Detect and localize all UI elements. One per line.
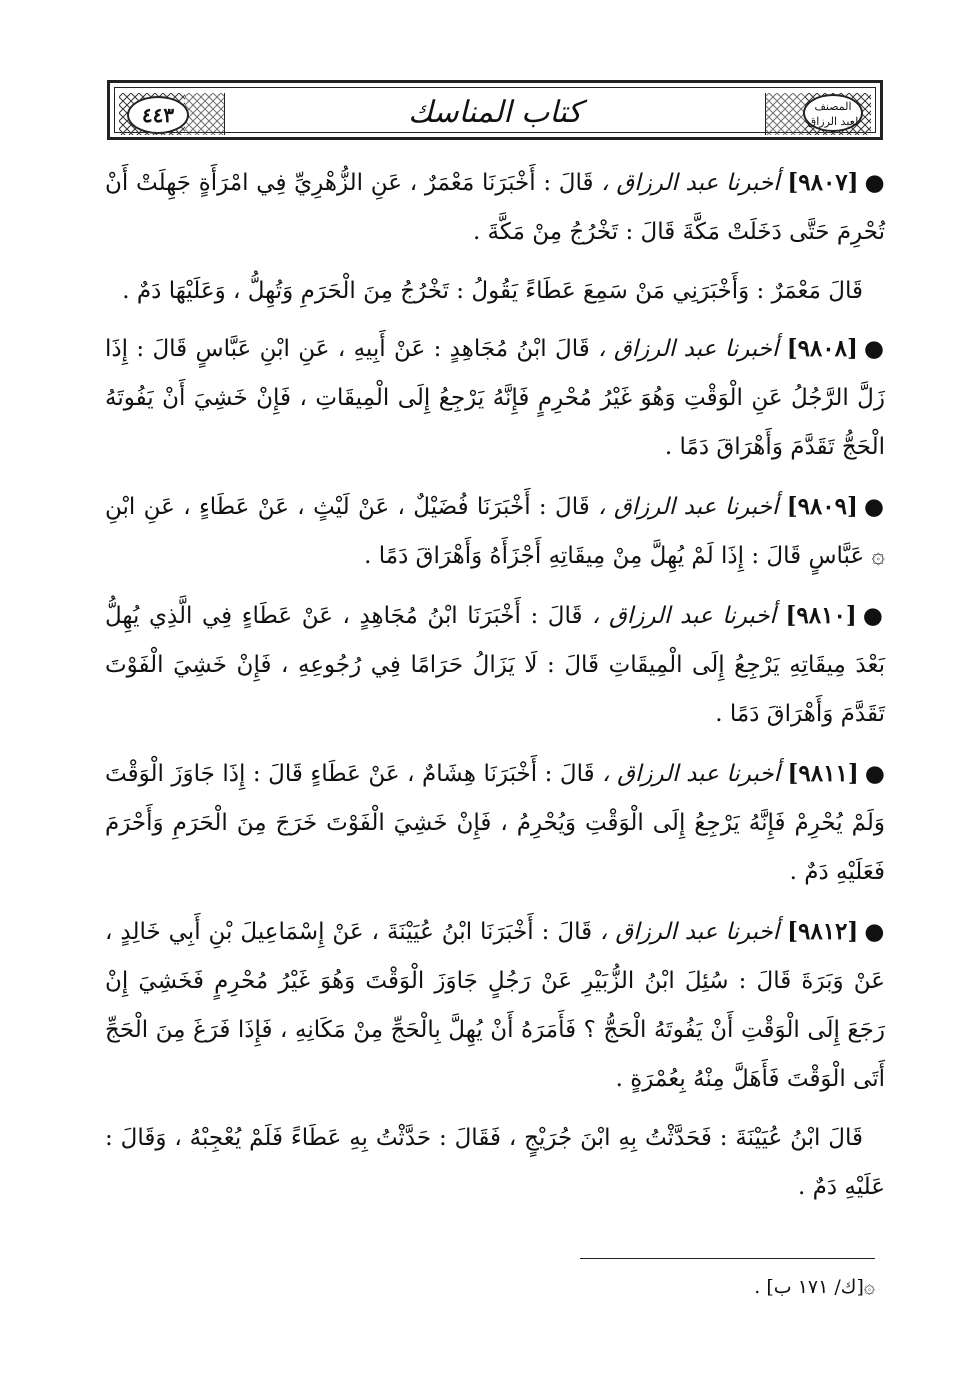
footnote-divider <box>580 1258 875 1259</box>
hadith-entry <box>105 482 885 581</box>
book-emblem: المصنف لعبد الرزاق <box>803 94 863 132</box>
hadith-entry <box>105 907 885 1104</box>
commentary-note: قَالَ مَعْمَرٌ : وَأَخْبَرَنِي مَنْ سَمِعَ عَطَاءً يَقُولُ : تَخْرُجُ مِنَ الْحَرَمِ وَتُهِلُّ ، وَعَلَيْهَا دَمٌ . <box>122 278 863 304</box>
chapter-title: كتاب المناسك <box>408 95 582 130</box>
hadith-number: [٩٨٠٧] <box>787 169 859 196</box>
hadith-entry <box>105 591 885 739</box>
hadith-chain: أخبرنا عبد الرزاق ، <box>602 761 780 787</box>
hadith-text: قَالَ : أَخْبَرَنَا مَعْمَرٌ ، عَنِ الزُّهْرِيِّ فِي امْرَأَةٍ جَهِلَتْ أَنْ تُحْرِمَ حَتَّى دَخَلَتْ مَكَّةَ قَالَ : تَخْرُجُ مِنْ مَكَّةَ . <box>105 170 885 245</box>
hadith-text: قَالَ ابْنُ مُجَاهِدٍ : عَنْ أَبِيهِ ، عَنِ ابْنِ عَبَّاسٍ قَالَ : إِذَا زَلَّ الرَّجُلُ عَنِ الْوَقْتِ وَهُوَ غَيْرُ مُحْرِمٍ فَإِنَّهُ يَرْجِعُ إِلَى الْمِيقَاتِ ، فَإِنْ خَشِيَ أَنْ يَفُوتَهُ الْحَجُّ تَقَدَّمَ وَأَهْرَاقَ دَمًا . <box>105 336 885 460</box>
bullet-icon: ● <box>862 602 886 629</box>
hadith-text: قَالَ : أَخْبَرَنَا هِشَامٌ ، عَنْ عَطَاءٍ قَالَ : إِذَا جَاوَزَ الْوَقْتَ وَلَمْ يُحْرِمْ فَإِنَّهُ يَرْجِعُ إِلَى الْوَقْتِ وَيُحْرِمُ ، فَإِنْ خَشِيَ الْفَوْتَ خَرَجَ مِنَ الْحَرَمِ وَأَحْرَمَ فَعَلَيْهِ دَمٌ . <box>105 761 885 885</box>
hadith-text: قَالَ : أَخْبَرَنَا فُضَيْلٌ ، عَنْ لَيْثٍ ، عَنْ عَطَاءٍ ، عَنِ ابْنِ ۞ عَبَّاسٍ قَالَ : إِذَا لَمْ يُهِلَّ مِنْ مِيقَاتِهِ أَجْزَأَهُ وَأَهْرَاقَ دَمًا . <box>105 494 885 569</box>
hadith-text: قَالَ : أَخْبَرَنَا ابْنُ عُيَيْنَةَ ، عَنْ إِسْمَاعِيلَ بْنِ أَبِي خَالِدٍ ، عَنْ وَبَرَةَ قَالَ : سُئِلَ ابْنُ الزُّبَيْرِ عَنْ رَجُلٍ جَاوَزَ الْوَقْتَ وَهُوَ غَيْرُ مُحْرِمٍ فَخَشِيَ إِنْ رَجَعَ إِلَى الْوَقْتِ أَنْ يَفُوتَهُ الْحَجُّ ؟ فَأَمَرَهُ أَنْ يُهِلَّ بِالْحَجِّ مِنْ مَكَانِهِ ، فَإِذَا فَرَغَ مِنَ الْحَجِّ أَتَى الْوَقْتَ فَأَهَلَّ مِنْهُ بِعُمْرَةٍ . <box>105 919 885 1092</box>
hadith-chain: أخبرنا عبد الرزاق ، <box>598 336 779 362</box>
page-header <box>107 80 883 140</box>
main-text <box>105 158 885 1220</box>
page-number: ٤٤٣ <box>127 96 189 134</box>
ornament-inner-right-icon <box>765 93 805 135</box>
hadith-chain: أخبرنا عبد الرزاق ، <box>592 603 776 629</box>
hadith-entry <box>105 749 885 897</box>
hadith-number: [٩٨٠٩] <box>786 493 858 520</box>
hadith-chain: أخبرنا عبد الرزاق ، <box>598 494 779 520</box>
hadith-number: [٩٨١١] <box>787 760 859 787</box>
hadith-chain: أخبرنا عبد الرزاق ، <box>600 919 780 945</box>
ornament-inner-left-icon <box>185 93 225 135</box>
bullet-icon: ● <box>864 918 886 945</box>
bullet-icon: ● <box>864 169 886 196</box>
footnote: ۞[ك/ ١٧١ ب] . <box>754 1276 875 1298</box>
bullet-icon: ● <box>863 335 885 362</box>
hadith-number: [٩٨١٢] <box>787 918 859 945</box>
hadith-text: قَالَ : أَخْبَرَنَا ابْنُ مُجَاهِدٍ ، عَنْ عَطَاءٍ فِي الَّذِي يُهِلُّ بَعْدَ مِيقَاتِهِ يَرْجِعُ إِلَى الْمِيقَاتِ قَالَ : لَا يَزَالُ حَرَامًا فِي رُجُوعِهِ ، فَإِنْ خَشِيَ الْفَوْتَ تَقَدَّمَ وَأَهْرَاقَ دَمًا . <box>105 603 885 727</box>
bullet-icon: ● <box>863 493 885 520</box>
hadith-chain: أخبرنا عبد الرزاق ، <box>601 170 780 196</box>
header-frame <box>114 87 876 133</box>
hadith-number: [٩٨١٠] <box>785 602 857 629</box>
hadith-number: [٩٨٠٨] <box>786 335 858 362</box>
hadith-entry <box>105 324 885 472</box>
hadith-entry <box>105 158 885 257</box>
bullet-icon: ● <box>864 760 886 787</box>
commentary-note: قَالَ ابْنُ عُيَيْنَةَ : فَحَدَّثْتُ بِهِ ابْنَ جُرَيْجٍ ، فَقَالَ : حَدَّثْتُ بِهِ عَطَاءً فَلَمْ يُعْجِبْهُ ، وَقَالَ : عَلَيْهِ دَمٌ . <box>105 1125 885 1200</box>
